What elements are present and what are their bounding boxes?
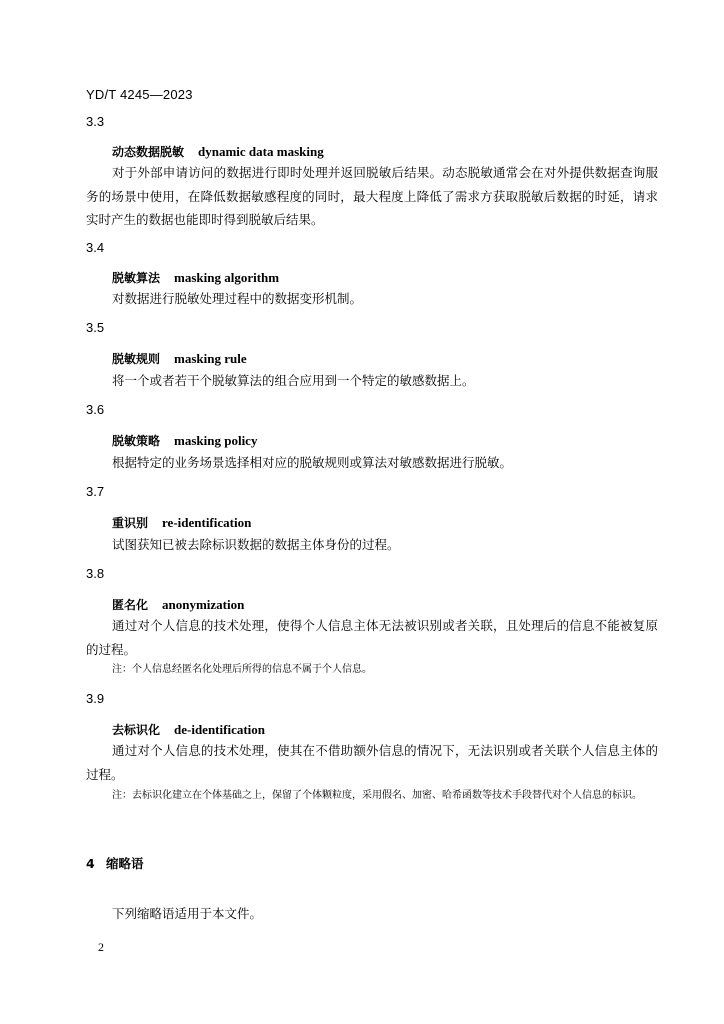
entry-3-4-definition: 对数据进行脱敏处理过程中的数据变形机制。 (112, 291, 363, 306)
entry-3-7-term (112, 515, 251, 531)
entry-3-9-term-zh: 去标识化 (112, 723, 161, 737)
entry-3-5-term-zh: 脱敏规则 (112, 352, 161, 366)
chapter-number: 4 (86, 856, 95, 871)
entry-3-6-term-en: masking policy (174, 433, 258, 448)
entry-3-8-definition: 通过对个人信息的技术处理，使得个人信息主体无法被识别或者关联，且处理后的信息不能被复原的过程。 (86, 618, 658, 657)
page-number: 2 (98, 940, 104, 954)
entry-3-5-term (112, 351, 247, 367)
entry-3-3-term (112, 144, 324, 160)
entry-3-8-note: 注：个人信息经匿名化处理后所得的信息不属于个人信息。 (112, 664, 372, 675)
entry-3-3-definition: 对于外部申请访问的数据进行即时处理并返回脱敏后结果。动态脱敏通常会在对外提供数据查询服务的场景中使用，在降低数据敏感程度的同时，最大程度上降低了需求方获取脱敏后数据的时延，请求实时产生的数据也能即时得到脱敏后结果。 (86, 165, 658, 227)
entry-3-5-number: 3.5 (86, 320, 105, 335)
entry-3-4-number: 3.4 (86, 240, 105, 255)
entry-3-6-term (112, 433, 257, 449)
entry-3-5-term-en: masking rule (174, 351, 247, 366)
entry-3-9-number: 3.9 (86, 691, 105, 706)
chapter-title: 缩略语 (106, 856, 144, 871)
entry-3-9-term-en: de-identification (174, 722, 266, 737)
entry-3-4-term (112, 270, 279, 286)
entry-3-4-term-en: masking algorithm (174, 270, 280, 285)
chapter-heading (86, 856, 144, 872)
entry-3-3-term-zh: 动态数据脱敏 (112, 145, 185, 159)
entry-3-6-number: 3.6 (86, 402, 105, 417)
document-code: YD/T 4245—2023 (86, 87, 193, 102)
entry-3-7-definition: 试图获知已被去除标识数据的数据主体身份的过程。 (112, 537, 400, 552)
entry-3-3-number: 3.3 (86, 114, 105, 129)
entry-3-8-number: 3.8 (86, 566, 105, 581)
entry-3-5-definition: 将一个或者若干个脱敏算法的组合应用到一个特定的敏感数据上。 (112, 373, 475, 388)
entry-3-9-note: 注：去标识化建立在个体基础之上，保留了个体颗粒度，采用假名、加密、哈希函数等技术手段替代对个人信息的标识。 (112, 790, 642, 801)
entry-3-7-term-zh: 重识别 (112, 516, 149, 530)
entry-3-4-term-zh: 脱敏算法 (112, 271, 161, 285)
entry-3-8-term-en: anonymization (162, 597, 245, 612)
entry-3-7-number: 3.7 (86, 484, 105, 499)
entry-3-6-definition: 根据特定的业务场景选择相对应的脱敏规则或算法对敏感数据进行脱敏。 (112, 455, 513, 470)
entry-3-8-term (112, 597, 244, 613)
entry-3-8-term-zh: 匿名化 (112, 598, 149, 612)
entry-3-6-term-zh: 脱敏策略 (112, 434, 161, 448)
chapter-intro: 下列缩略语适用于本文件。 (112, 906, 263, 921)
entry-3-9-definition: 通过对个人信息的技术处理，使其在不借助额外信息的情况下，无法识别或者关联个人信息主体的过程。 (86, 743, 658, 782)
entry-3-7-term-en: re-identification (162, 515, 252, 530)
entry-3-3-term-en: dynamic data masking (198, 144, 324, 159)
entry-3-9-term (112, 722, 265, 738)
